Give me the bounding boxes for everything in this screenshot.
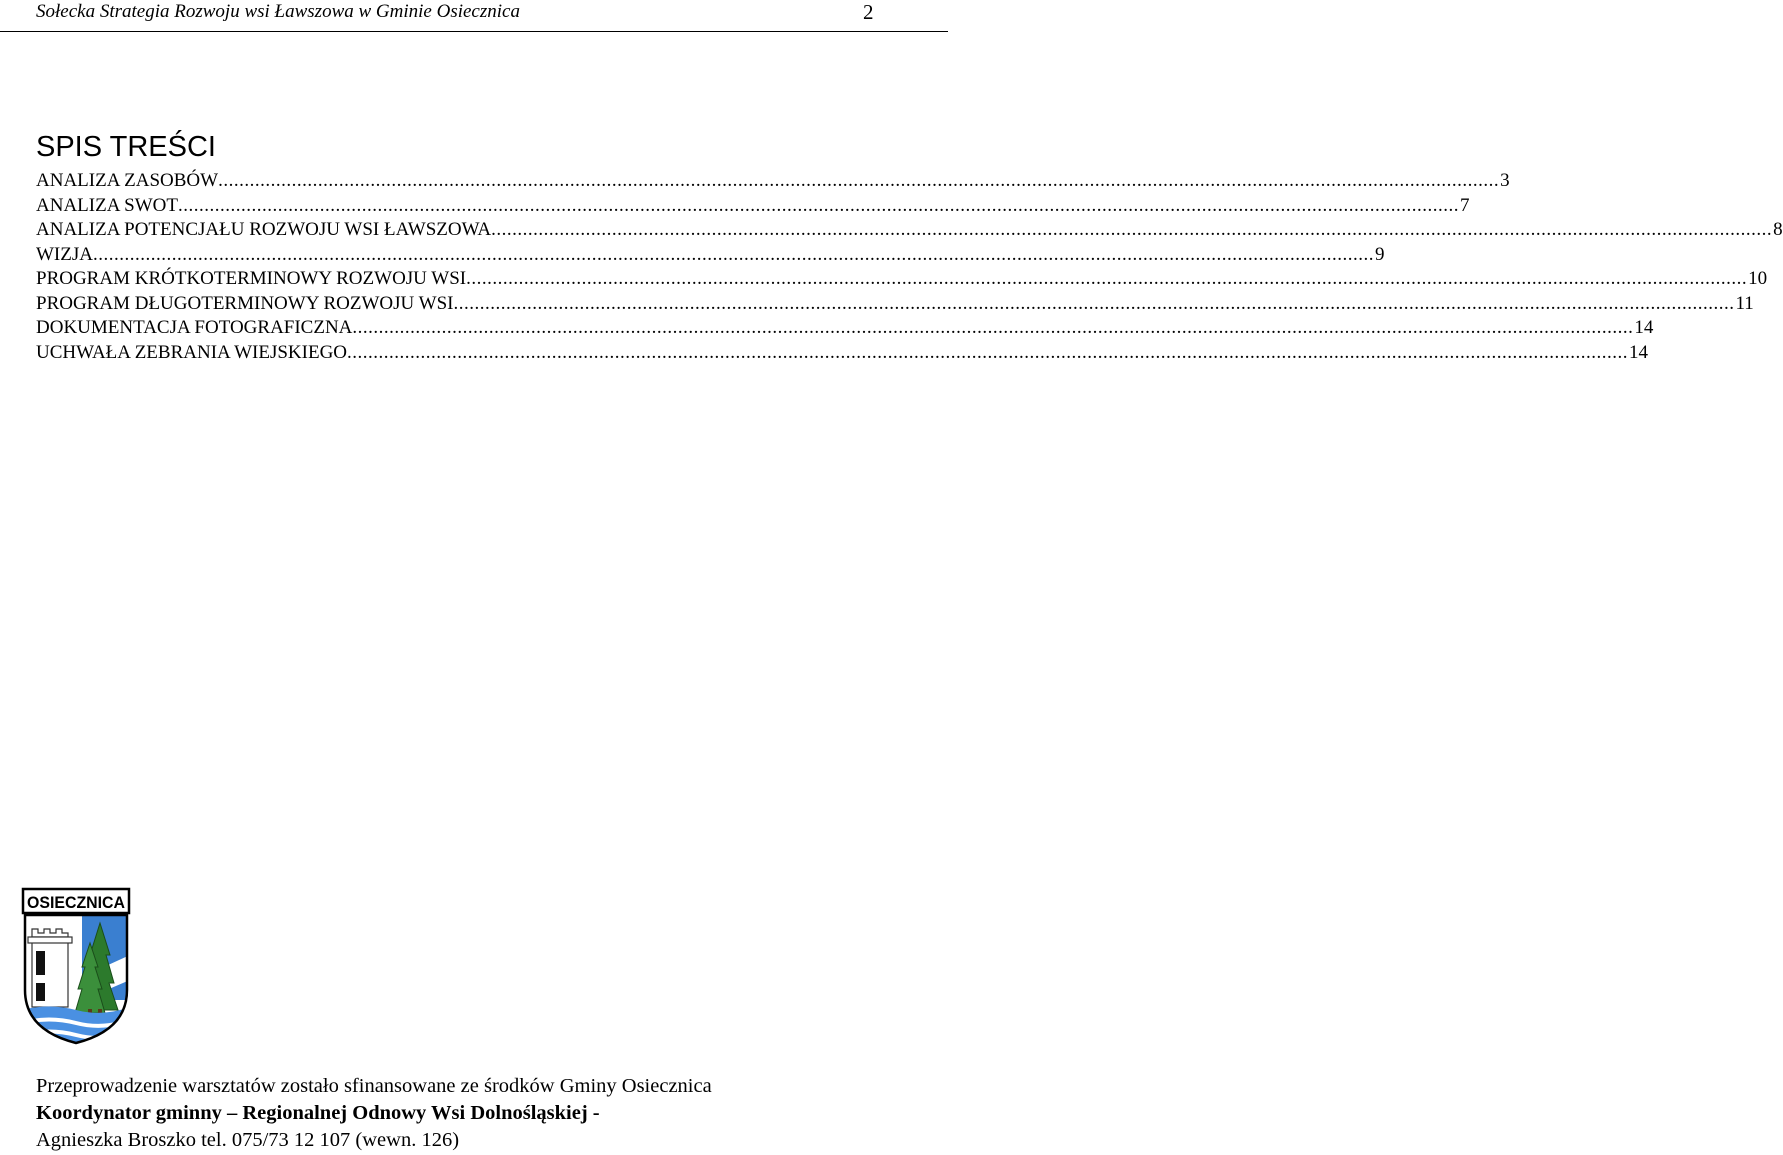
toc-entry-title: ANALIZA SWOT bbox=[36, 194, 178, 216]
toc-entry-title: UCHWAŁA ZEBRANIA WIEJSKIEGO bbox=[36, 341, 348, 363]
footer-funding-note: Przeprowadzenie warsztatów zostało sfinansowane ze środków Gminy Osiecznica bbox=[36, 1075, 712, 1097]
toc-entry-page: 11 bbox=[1735, 292, 1754, 314]
page-header bbox=[0, 0, 948, 32]
page-number: 2 bbox=[863, 0, 874, 24]
footer-coordinator: Koordynator gminny – Regionalnej Odnowy Wsi Dolnośląskiej - bbox=[36, 1102, 600, 1124]
toc-dot-leader bbox=[218, 169, 1499, 193]
toc-entry-analiza-zasobow[interactable] bbox=[36, 169, 1510, 194]
page-footer bbox=[36, 1073, 712, 1154]
toc-entry-page: 10 bbox=[1748, 268, 1768, 289]
toc-dot-leader bbox=[491, 218, 1772, 242]
toc-entry-title: WIZJA bbox=[36, 243, 93, 265]
toc-dot-leader bbox=[93, 243, 1374, 267]
logo-text: OSIECZNICA bbox=[27, 893, 125, 912]
toc-entry-title: ANALIZA POTENCJAŁU ROZWOJU WSI ŁAWSZOWA bbox=[36, 219, 492, 240]
toc-entry-analiza-potencjalu[interactable] bbox=[36, 218, 1783, 243]
toc-entry-page: 14 bbox=[1634, 317, 1654, 338]
toc-entry-program-dlugoterminowy[interactable] bbox=[36, 292, 1754, 317]
toc-entry-analiza-swot[interactable] bbox=[36, 194, 1470, 219]
toc-entry-page: 8 bbox=[1773, 219, 1783, 240]
toc-heading: SPIS TREŚCI bbox=[36, 131, 216, 163]
toc-entry-page: 9 bbox=[1374, 243, 1385, 265]
toc-entry-wizja[interactable] bbox=[36, 243, 1385, 268]
document-title: Sołecka Strategia Rozwoju wsi Ławszowa w Gminie Osiecznica bbox=[36, 1, 520, 22]
toc-entry-title: DOKUMENTACJA FOTOGRAFICZNA bbox=[36, 317, 353, 338]
toc-entry-dokumentacja-fotograficzna[interactable] bbox=[36, 316, 1654, 341]
toc-dot-leader bbox=[352, 316, 1633, 340]
toc-entry-page: 14 bbox=[1629, 341, 1649, 363]
toc-entry-page: 7 bbox=[1459, 194, 1470, 216]
toc-entry-title: ANALIZA ZASOBÓW bbox=[36, 170, 219, 191]
toc-dot-leader bbox=[466, 267, 1747, 291]
toc-entry-uchwala-zebrania[interactable] bbox=[36, 341, 1649, 366]
toc-entry-program-krotkoterminowy[interactable] bbox=[36, 267, 1768, 292]
table-of-contents bbox=[36, 169, 1783, 365]
toc-entry-page: 3 bbox=[1500, 170, 1510, 191]
coat-of-arms-icon bbox=[22, 885, 130, 1045]
toc-dot-leader bbox=[453, 292, 1734, 316]
toc-dot-leader bbox=[178, 194, 1459, 218]
toc-entry-title: PROGRAM KRÓTKOTERMINOWY ROZWOJU WSI bbox=[36, 268, 467, 289]
toc-dot-leader bbox=[347, 341, 1628, 365]
toc-entry-title: PROGRAM DŁUGOTERMINOWY ROZWOJU WSI bbox=[36, 292, 454, 314]
footer-contact: Agnieszka Broszko tel. 075/73 12 107 (wewn. 126) bbox=[36, 1129, 460, 1151]
